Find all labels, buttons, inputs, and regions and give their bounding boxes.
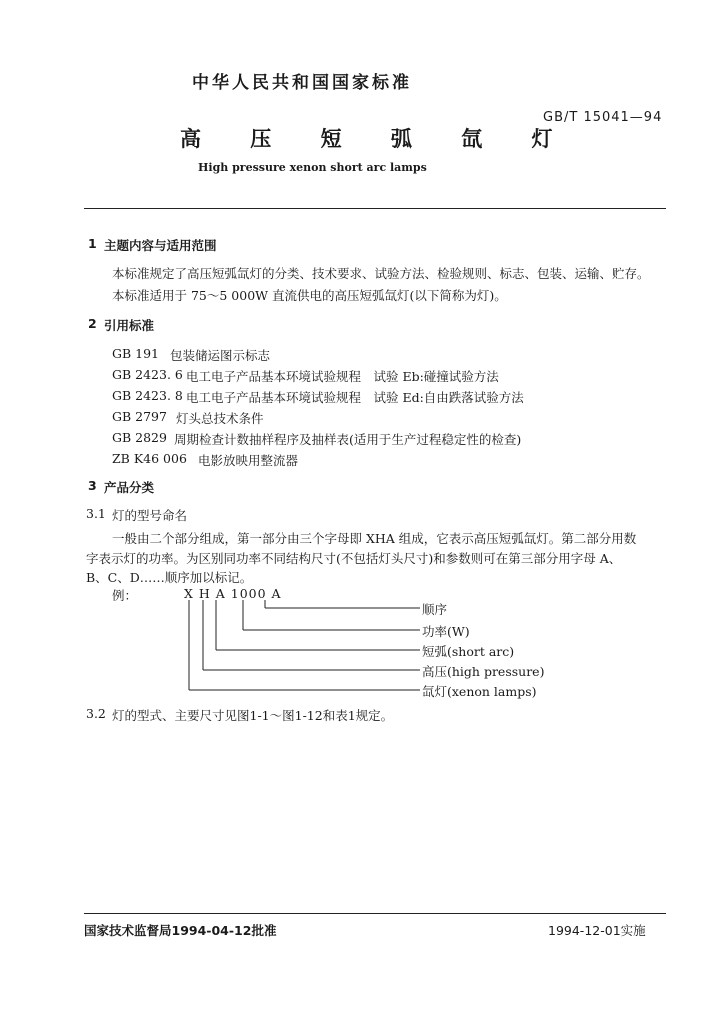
reference-code: GB 2423. 8: [112, 388, 183, 403]
footer-divider: [84, 913, 666, 914]
section-3-number: 3: [88, 478, 97, 493]
subsection-3-1-heading: 灯的型号命名: [112, 508, 188, 523]
reference-title: 包装储运图示标志: [170, 348, 271, 363]
effective-date: 1994-12-01实施: [548, 923, 646, 938]
subsection-3-2-number: 3.2: [86, 706, 106, 721]
reference-code: GB 2829: [112, 430, 167, 445]
subsection-3-2-text: 灯的型式、主要尺寸见图1-1～图1-12和表1规定。: [112, 708, 394, 723]
section-2-heading: 引用标准: [104, 318, 155, 333]
legend-item: 氙灯(xenon lamps): [422, 684, 537, 699]
standard-number: GB/T 15041—94: [543, 110, 663, 125]
legend-item: 功率(W): [422, 624, 470, 639]
section-1-paragraph: 本标准规定了高压短弧氙灯的分类、技术要求、试验方法、检验规则、标志、包装、运输、贮存。: [112, 266, 650, 281]
page-title: 高 压 短 弧 氙 灯: [180, 127, 567, 151]
subsection-3-1-text: 一般由二个部分组成，第一部分由三个字母即 XHA 组成，它表示高压短弧氙灯。第二部分用数: [112, 531, 637, 546]
section-3-heading: 产品分类: [104, 480, 155, 495]
subsection-3-1-number: 3.1: [86, 506, 106, 521]
legend-item: 高压(high pressure): [422, 664, 545, 679]
section-1-heading: 主题内容与适用范围: [104, 238, 217, 253]
legend-item: 顺序: [422, 602, 448, 617]
english-title: High pressure xenon short arc lamps: [198, 161, 427, 174]
section-1-number: 1: [88, 236, 97, 251]
reference-code: GB 2423. 6: [112, 367, 183, 382]
issuing-body: 中华人民共和国国家标准: [192, 73, 412, 93]
subsection-3-1-text: 字表示灯的功率。为区别同功率不同结构尺寸(不包括灯头尺寸)和参数则可在第三部分用字母 A、: [86, 551, 622, 566]
section-2-number: 2: [88, 316, 97, 331]
approval-line: 国家技术监督局1994-04-12批准: [84, 923, 277, 938]
reference-code: GB 191: [112, 346, 160, 361]
reference-code: ZB K46 006: [112, 451, 187, 466]
reference-title: 灯头总技术条件: [176, 411, 264, 426]
reference-title: 周期检查计数抽样程序及抽样表(适用于生产过程稳定性的检查): [174, 432, 522, 447]
section-1-paragraph: 本标准适用于 75～5 000W 直流供电的高压短弧氙灯(以下简称为灯)。: [112, 288, 507, 303]
example-label: 例：: [112, 588, 138, 603]
legend-item: 短弧(short arc): [422, 644, 515, 659]
example-model-code: X H A 1000 A: [184, 586, 282, 601]
reference-title: 电工电子产品基本环境试验规程 试验 Ed:自由跌落试验方法: [186, 390, 524, 405]
subsection-3-1-text: B、C、D……顺序加以标记。: [86, 570, 253, 585]
reference-code: GB 2797: [112, 409, 167, 424]
reference-title: 电影放映用整流器: [198, 453, 299, 468]
reference-title: 电工电子产品基本环境试验规程 试验 Eb:碰撞试验方法: [186, 369, 499, 384]
